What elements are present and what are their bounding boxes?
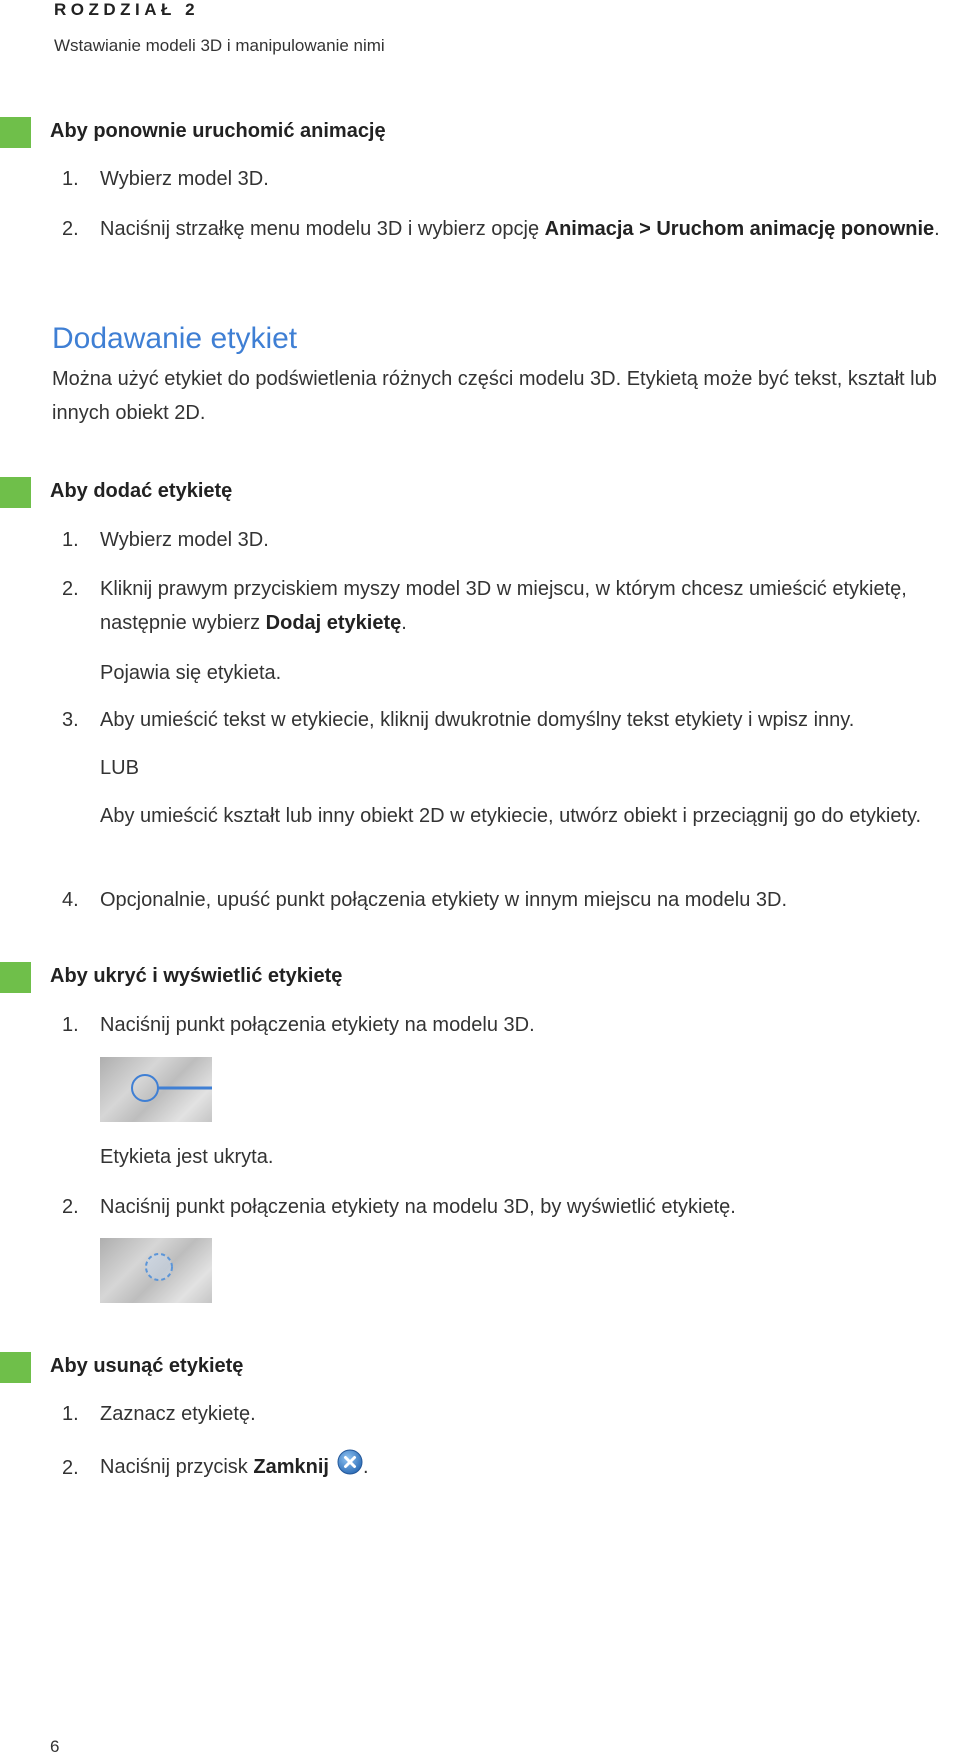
section-heading: Dodawanie etykiet	[52, 322, 298, 355]
connection-point-icon	[100, 1057, 212, 1122]
step-number: 3.	[62, 709, 79, 731]
procedure-title-hide: Aby ukryć i wyświetlić etykietę	[50, 965, 343, 987]
step-number: 1.	[62, 1014, 79, 1036]
step-number: 2.	[62, 1196, 79, 1218]
step-text: Naciśnij punkt połączenia etykiety na modelu 3D, by wyświetlić etykietę.	[100, 1196, 736, 1218]
step-result: Etykieta jest ukryta.	[100, 1146, 274, 1168]
step-text: Zaznacz etykietę.	[100, 1403, 256, 1425]
chapter-subtitle: Wstawianie modeli 3D i manipulowanie nimi	[54, 36, 385, 55]
step-number: 1.	[62, 529, 79, 551]
procedure-marker	[0, 117, 31, 148]
step-number: 2.	[62, 578, 79, 600]
step-text: Wybierz model 3D.	[100, 529, 269, 551]
step-number: 2.	[62, 1457, 79, 1479]
procedure-title-remove: Aby usunąć etykietę	[50, 1355, 244, 1377]
button-name: Zamknij	[253, 1456, 329, 1478]
or-separator: LUB	[100, 757, 139, 779]
step-text: Aby umieścić tekst w etykiecie, kliknij dwukrotnie domyślny tekst etykiety i wpisz inny.	[100, 709, 855, 731]
label-hidden-screenshot	[100, 1238, 212, 1303]
step-alternative: Aby umieścić kształt lub inny obiekt 2D w etykiecie, utwórz obiekt i przeciągnij go do etykiety.	[100, 805, 922, 827]
step-number: 1.	[62, 168, 79, 190]
procedure-title-restart: Aby ponownie uruchomić animację	[50, 120, 386, 142]
step-text: Wybierz model 3D.	[100, 168, 269, 190]
step-number: 2.	[62, 218, 79, 240]
procedure-title-add: Aby dodać etykietę	[50, 480, 233, 502]
step-text: Naciśnij punkt połączenia etykiety na modelu 3D.	[100, 1014, 535, 1036]
label-connection-screenshot	[100, 1057, 212, 1122]
procedure-marker	[0, 1352, 31, 1383]
step-number: 1.	[62, 1403, 79, 1425]
menu-path: Animacja > Uruchom animację ponownie	[544, 218, 935, 240]
command-name: Dodaj etykietę	[265, 612, 402, 634]
step-text: Kliknij prawym przyciskiem myszy model 3D w miejscu, w którym chcesz umieścić etykietę, następnie wybierz Dodaj etykietę.	[100, 578, 907, 634]
chapter-label: ROZDZIAŁ 2	[54, 0, 200, 19]
step-number: 4.	[62, 889, 79, 911]
hidden-connection-point-icon	[100, 1238, 212, 1303]
procedure-marker	[0, 477, 31, 508]
step-text: Naciśnij strzałkę menu modelu 3D i wybierz opcję Animacja > Uruchom animację ponownie.	[100, 218, 940, 240]
step-text: Naciśnij przycisk Zamknij .	[100, 1449, 940, 1484]
procedure-marker	[0, 962, 31, 993]
close-icon	[337, 1449, 363, 1475]
step-result: Pojawia się etykieta.	[100, 662, 282, 684]
section-intro: Można użyć etykiet do podświetlenia różnych części modelu 3D. Etykietą może być tekst, kształt lub innych obiekt 2D.	[52, 368, 937, 424]
page-number: 6	[50, 1737, 60, 1756]
step-text: Opcjonalnie, upuść punkt połączenia etykiety w innym miejscu na modelu 3D.	[100, 889, 788, 911]
